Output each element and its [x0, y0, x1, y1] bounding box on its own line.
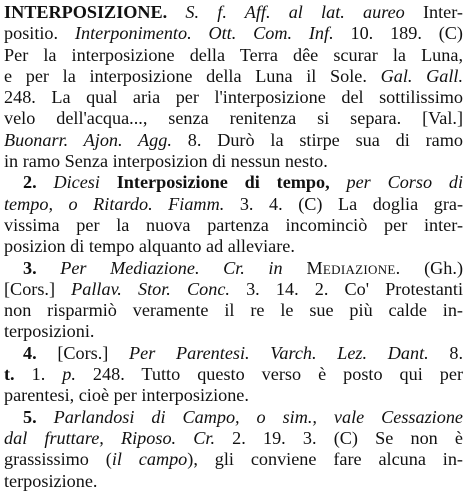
bold-term: 3. [23, 257, 37, 278]
text-segment: in ramo Senza interposizion di nessun nesto. [4, 151, 328, 172]
italic-text: S. f. Aff. al lat. aureo [167, 2, 405, 22]
text-line [4, 215, 463, 236]
italic-text: il campo [111, 449, 188, 470]
text-segment: 10. 189. (C) [333, 23, 463, 44]
text-line [4, 151, 463, 172]
bold-term: 2. [23, 172, 37, 193]
text-line [4, 23, 463, 44]
text-segment: 248. Tutto questo verso è posto qui per [75, 364, 463, 385]
bold-term: 4. [23, 342, 37, 363]
italic-text: Buonarr. Ajon. Agg. [4, 129, 172, 150]
text-segment: 2. 19. 3. (C) Se non è [215, 427, 463, 448]
text-line [4, 66, 463, 87]
text-line [4, 258, 463, 279]
italic-text: tempo, o Ritardo. Fiamm. [4, 193, 225, 214]
text-segment: e per la interposizione della Luna il Sole. [4, 65, 367, 86]
text-line [4, 45, 463, 66]
text-line [4, 236, 463, 257]
entry-sense-3 [4, 258, 463, 343]
entry-sense-4 [4, 343, 463, 407]
italic-text: p. [45, 364, 76, 385]
italic-text: dal fruttare, Riposo. Cr. [4, 427, 216, 448]
italic-text: Dicesi [36, 172, 100, 193]
text-line [4, 407, 463, 428]
text-line [4, 471, 463, 492]
text-line [4, 449, 463, 470]
dictionary-entry-interposizione [4, 2, 463, 492]
entry-sense-2 [4, 172, 463, 257]
text-segment: terposizioni. [4, 321, 95, 342]
text-segment: 8. [428, 342, 463, 363]
text-line [4, 385, 463, 406]
text-segment: 3. 14. 2. Co' Protestanti [229, 278, 463, 299]
text-segment: posizion di tempo alquanto ad alleviare. [4, 236, 295, 257]
text-segment: 3. 4. (C) La doglia gra- [224, 193, 463, 214]
text-segment: vissima per la nuova partenza incominciò per inter- [4, 214, 463, 235]
italic-text: Pallav. Stor. Conc. [55, 278, 230, 299]
text-segment: 248. La qual aria per l'interposizione del sottilissimo [4, 87, 463, 108]
entry-sense-5 [4, 407, 463, 492]
text-line [4, 364, 463, 385]
text-line [4, 130, 463, 151]
entry-definition [4, 2, 463, 172]
italic-text: Interponimento. Ott. Com. Inf. [58, 23, 334, 44]
text-segment: 8. Durò la stirpe sua di ramo [171, 129, 463, 150]
text-line [4, 194, 463, 215]
text-line [4, 108, 463, 129]
text-segment: positio. [4, 23, 59, 44]
headword: INTERPOSIZIONE. [4, 2, 168, 22]
text-line [4, 172, 463, 193]
text-segment: 1. [14, 364, 46, 385]
text-segment: Inter- [404, 2, 463, 22]
italic-text: Gal. Gall. [366, 65, 463, 86]
text-segment: velo dell'acqua..., senza renitenza si separa. [Val.] [4, 108, 463, 129]
text-line [4, 2, 463, 23]
text-segment: parentesi, cioè per interposizione. [4, 385, 249, 406]
text-line [4, 343, 463, 364]
text-segment: ), gli conviene fare alcuna in- [187, 449, 463, 470]
text-line [4, 87, 463, 108]
text-segment: terposizione. [4, 470, 98, 491]
text-line [4, 279, 463, 300]
italic-text: Parlandosi di Campo, o sim., vale Cessazione [36, 406, 463, 427]
text-segment: non risparmiò veramente il re le sue più calde in- [4, 300, 463, 321]
text-line [4, 428, 463, 449]
text-segment: Per la interposizione della Terra dêe scurar la Luna, [4, 44, 463, 65]
italic-text: per Corso di [329, 172, 463, 193]
bold-term: Interposizione di tempo, [99, 172, 330, 193]
text-segment: [Cors.] [36, 342, 109, 363]
bold-term: t. [4, 364, 15, 385]
text-line [4, 300, 463, 321]
text-segment: [Cors.] [4, 278, 56, 299]
small-caps-text: Mediazione. [282, 257, 401, 278]
text-line [4, 321, 463, 342]
text-segment: (Gh.) [400, 257, 463, 278]
bold-term: 5. [23, 406, 37, 427]
italic-text: Per Mediazione. Cr. in [36, 257, 283, 278]
italic-text: Per Parentesi. Varch. Lez. Dant. [108, 342, 429, 363]
text-segment: grassissimo ( [4, 449, 112, 470]
